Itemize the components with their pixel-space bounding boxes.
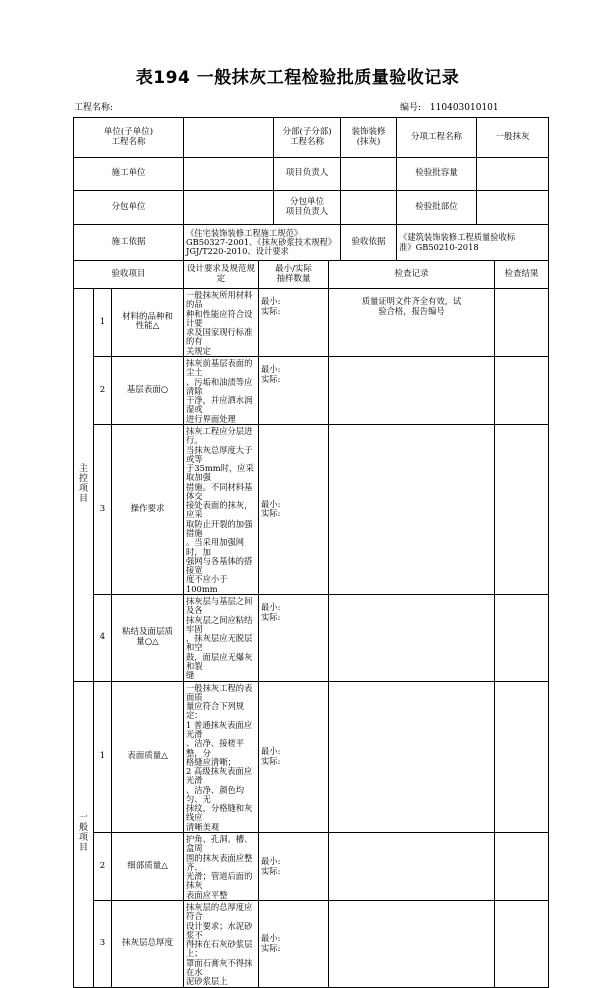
item-name-text: 基层表面○ (126, 384, 169, 395)
record-text: 质量证明文件齐全有效，试 验合格，报告编号 (361, 296, 462, 316)
column-record (329, 261, 495, 289)
division-label-cell (274, 118, 341, 158)
min-label: 最小: (261, 933, 281, 944)
item-spec (184, 595, 259, 682)
item-name (112, 833, 184, 901)
actual-label: 实际: (261, 508, 281, 519)
item-number (94, 595, 112, 682)
general-category-cell (74, 681, 94, 987)
item-number (94, 681, 112, 833)
actual-label: 实际: (261, 755, 281, 766)
item-number-text: 3 (99, 503, 106, 514)
main-category-label: 主 控 项 目 (78, 463, 88, 504)
min-label: 最小: (261, 746, 281, 757)
actual-label: 实际: (261, 865, 281, 876)
page-title: 表194 一般抹灰工程检验批质量验收记录 (135, 68, 460, 88)
serial-number (400, 100, 499, 113)
record-cell[interactable] (329, 833, 495, 901)
item-number (94, 833, 112, 901)
column-sample-label: 最小/实际 抽样数量 (275, 263, 312, 284)
item-name-text: 表面质量△ (127, 750, 168, 761)
item-number-text: 1 (99, 316, 106, 327)
result-cell[interactable] (495, 356, 549, 424)
min-label: 最小: (261, 855, 281, 866)
table-row (74, 289, 549, 357)
sample-cell[interactable] (259, 901, 329, 988)
unit-value-cell[interactable] (184, 118, 274, 158)
record-cell[interactable] (329, 289, 495, 357)
subitem-label: 分项工程名称 (411, 131, 463, 142)
construction-basis-value-cell (184, 225, 341, 261)
subcontract-lead-label-cell (274, 191, 341, 225)
project-lead-label-cell (274, 158, 341, 191)
item-name (112, 901, 184, 988)
project-lead-value-cell[interactable] (341, 158, 397, 191)
division-label: 分部(子分部) 工程名称 (282, 126, 332, 147)
column-spec (184, 261, 259, 289)
column-item (74, 261, 184, 289)
actual-label: 实际: (261, 942, 281, 953)
item-number-text: 3 (99, 937, 106, 948)
record-cell[interactable] (329, 681, 495, 833)
record-cell[interactable] (329, 424, 495, 594)
min-label: 最小: (261, 498, 281, 509)
result-cell[interactable] (495, 901, 549, 988)
item-number-text: 2 (99, 384, 106, 395)
item-spec (184, 681, 259, 833)
acceptance-basis-value: 《建筑装饰装修工程质量验收标 准》GB50210-2018 (399, 232, 516, 252)
batch-location-value-cell[interactable] (477, 191, 549, 225)
main-category-cell (74, 289, 94, 682)
item-number (94, 424, 112, 594)
batch-capacity-label-cell (397, 158, 477, 191)
unit-label: 单位(子单位) 工程名称 (103, 126, 154, 147)
result-cell[interactable] (495, 424, 549, 594)
column-sample (259, 261, 329, 289)
construction-basis-label-cell (74, 225, 184, 261)
project-lead-label: 项目负责人 (285, 168, 329, 179)
division-value: 装饰装修 (抹灰) (351, 126, 386, 147)
item-number-text: 1 (99, 750, 106, 761)
item-number (94, 289, 112, 357)
item-name (112, 424, 184, 594)
item-spec-text: 抹灰工程应分层进行。 当抹灰总厚度大于或等 于35mm时，应采取加强 措施。不同材料基体交 接处表面的抹灰，应采 取防止开裂的加强措施 。当采用加强网时，加 强网与各基体的搭接宽 度不应小于100mm (186, 425, 254, 594)
column-record-label: 检查记录 (394, 268, 429, 279)
acceptance-basis-value-cell (397, 225, 549, 261)
inspection-table (73, 117, 549, 988)
column-spec-label: 设计要求及规范规定 (186, 263, 255, 284)
subitem-value-cell (477, 118, 549, 158)
acceptance-basis-label: 验收依据 (351, 236, 386, 247)
item-number (94, 901, 112, 988)
sample-cell[interactable] (259, 595, 329, 682)
sample-cell[interactable] (259, 356, 329, 424)
subcontract-lead-value-cell[interactable] (341, 191, 397, 225)
item-spec (184, 833, 259, 901)
sample-cell[interactable] (259, 681, 329, 833)
item-number-text: 4 (99, 631, 106, 642)
acceptance-basis-label-cell (341, 225, 397, 261)
division-value-cell (341, 118, 397, 158)
item-name-text: 操作要求 (130, 503, 165, 514)
item-spec-text: 抹灰层与基层之间及各 抹灰层之间应粘结牢固 ，抹灰层应无脱层和空 鼓，面层应无爆灰和裂 缝 (186, 596, 253, 681)
result-cell[interactable] (495, 833, 549, 901)
batch-location-label: 检验批部位 (415, 201, 458, 212)
project-name-label: 工程名称: (74, 103, 114, 113)
record-cell[interactable] (329, 901, 495, 988)
construction-unit-label: 施工单位 (111, 168, 146, 179)
batch-location-label-cell (397, 191, 477, 225)
item-name-text: 细部质量△ (127, 860, 168, 871)
table-row (74, 356, 549, 424)
sample-cell[interactable] (259, 424, 329, 594)
item-name-text: 粘结及面层质 量○△ (121, 627, 173, 647)
item-spec-text: 抹灰层的总厚度应符合 设计要求；水泥砂浆不 得抹在石灰砂浆层上； 罩面石膏灰不得抹在水 泥砂浆层上 (186, 902, 253, 987)
construction-basis-value: 《住宅装饰装修工程施工规范》 GB50327-2001、《抹灰砂浆技术规程》 JGJ/T220-2010、设计要求 (186, 227, 337, 257)
actual-label: 实际: (261, 611, 281, 622)
construction-basis-label: 施工依据 (111, 236, 146, 247)
unit-label-cell (74, 118, 184, 158)
min-label: 最小: (261, 602, 281, 612)
item-name (112, 681, 184, 833)
item-name (112, 595, 184, 682)
item-name (112, 356, 184, 424)
item-name (112, 289, 184, 357)
item-spec (184, 424, 259, 594)
table-row (74, 424, 549, 594)
item-spec-text: 一般抹灰工程的表面质 量应符合下列规定： 1 普通抹灰表面应光滑 、洁净、接槎平整，分 格缝应清晰； 2 高级抹灰表面应光滑 、洁净、颜色均匀、无 抹纹，分格缝和灰线应 清晰美观 (186, 682, 253, 832)
item-spec-text: 护角、孔洞、槽、盒周 围的抹灰表面应整齐、 光滑；管道后面的抹灰 表面应平整 (186, 834, 253, 900)
subcontract-unit-label: 分包单位 (111, 201, 146, 212)
general-category-label: 一 般 项 目 (78, 813, 88, 853)
table-row (74, 901, 549, 988)
record-cell[interactable] (329, 595, 495, 682)
construction-unit-label-cell (74, 158, 184, 191)
item-number (94, 356, 112, 424)
subcontract-unit-label-cell (74, 191, 184, 225)
sample-cell[interactable] (259, 833, 329, 901)
item-spec (184, 289, 259, 357)
subcontract-lead-label: 分包单位 项目负责人 (285, 196, 329, 217)
subitem-value: 一般抹灰 (495, 131, 530, 142)
item-name-text: 抹灰层总厚度 (121, 937, 173, 948)
table-row (74, 833, 549, 901)
batch-capacity-value-cell[interactable] (477, 158, 549, 191)
subitem-label-cell (397, 118, 477, 158)
item-number-text: 2 (99, 860, 106, 871)
column-item-label: 验收项目 (111, 268, 146, 279)
item-name-text: 材料的品种和 性能△ (121, 311, 173, 332)
table-row (74, 681, 549, 833)
item-spec (184, 901, 259, 988)
item-spec (184, 356, 259, 424)
construction-unit-value-cell[interactable] (184, 158, 274, 191)
result-cell[interactable] (495, 595, 549, 682)
min-label: 最小: (261, 296, 281, 306)
serial-value: 110403010101 (429, 103, 499, 113)
record-cell[interactable] (329, 356, 495, 424)
serial-label: 编号: (400, 103, 422, 113)
actual-label: 实际: (261, 373, 281, 384)
subcontract-unit-value-cell[interactable] (184, 191, 274, 225)
sample-cell[interactable] (259, 289, 329, 357)
min-label: 最小: (261, 363, 281, 374)
result-cell[interactable] (495, 681, 549, 833)
column-result-label: 检查结果 (504, 268, 539, 279)
item-spec-text: 抹灰前基层表面的尘土 、污垢和油渍等应清除 干净，并应洒水润湿或 进行界面处理 (186, 357, 253, 424)
batch-capacity-label: 检验批容量 (415, 168, 458, 179)
table-row (74, 595, 549, 682)
actual-label: 实际: (261, 305, 281, 316)
item-spec-text: 一般抹灰所用材料的品 种和性能应符合设计要 求及国家现行标准的有 关规定 (186, 290, 253, 356)
column-result (495, 261, 549, 289)
result-cell[interactable] (495, 289, 549, 357)
